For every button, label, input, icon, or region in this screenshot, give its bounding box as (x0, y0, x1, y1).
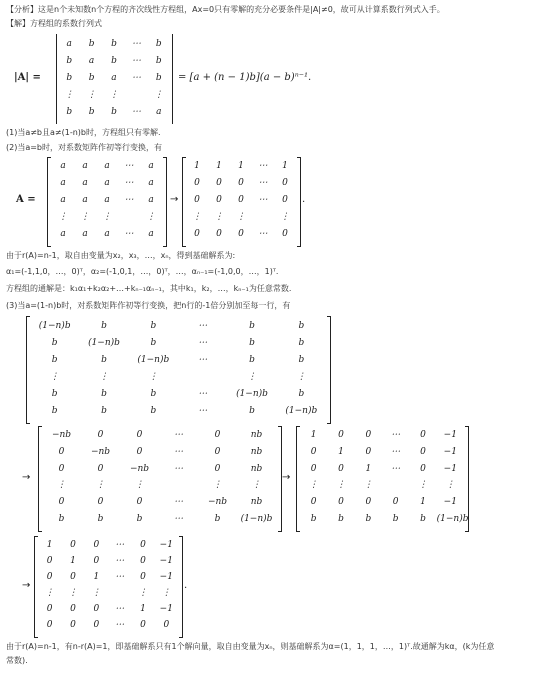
matrix-cell: b (101, 405, 107, 416)
matrix-cell: ⋮ (146, 212, 156, 223)
m2-left-bracket-close (163, 157, 167, 247)
matrix-cell: 0 (97, 430, 104, 441)
matrix-cell: ⋯ (391, 447, 401, 457)
matrix-cell: 0 (93, 620, 100, 630)
matrix-cell: 0 (46, 620, 53, 630)
matrix-cell: 0 (70, 572, 76, 582)
matrix-cell: b (51, 405, 58, 416)
matrix-cell: ⋯ (115, 540, 125, 550)
matrix-cell: 0 (282, 229, 288, 240)
matrix-cell: ⋯ (258, 177, 268, 188)
matrix-cell: ⋯ (198, 320, 208, 331)
matrix-cell: ⋯ (174, 513, 183, 524)
matrix-cell: 0 (163, 620, 170, 630)
matrix-cell: 0 (338, 463, 344, 474)
matrix-cell: ⋮ (138, 588, 148, 598)
matrix-cell: a (66, 38, 72, 49)
matrix-cell: −nb (207, 497, 228, 507)
matrix-cell: −1 (443, 497, 457, 507)
m2-label: A = (16, 194, 36, 205)
matrix-cell: ⋮ (102, 212, 112, 223)
matrix-cell: −nb (129, 463, 150, 474)
matrix-cell: ⋮ (135, 480, 144, 491)
matrix-cell: a (82, 195, 88, 205)
matrix-cell: b (66, 55, 73, 66)
matrix-cell: b (101, 354, 107, 365)
matrix-cell: ⋯ (115, 556, 125, 566)
m2-right-bracket-close (297, 157, 301, 247)
matrix-cell: a (60, 177, 66, 188)
arrow-icon: → (22, 472, 31, 483)
matrix-cell: 0 (310, 463, 317, 474)
matrix-cell: ⋯ (198, 388, 208, 399)
matrix-cell: −nb (51, 430, 72, 441)
matrix-cell: b (66, 107, 73, 118)
matrix-cell: ⋯ (391, 463, 401, 474)
matrix-cell: 0 (214, 447, 221, 457)
matrix-cell: b (88, 107, 95, 118)
matrix-cell: nb (250, 463, 263, 474)
m2-left-bracket (47, 157, 51, 247)
matrix-cell: 1 (140, 604, 146, 614)
matrix-cell: 0 (97, 463, 104, 474)
matrix-cell: 0 (93, 540, 100, 550)
matrix-cell: b (249, 354, 255, 365)
matrix-cell: 0 (338, 497, 344, 507)
matrix-cell: ⋮ (213, 480, 222, 491)
matrix-cell: ⋮ (192, 212, 202, 223)
matrix-cell: a (60, 195, 66, 205)
matrix-cell: ⋯ (124, 195, 134, 205)
matrix-cell: b (101, 388, 107, 399)
matrix-cell: ⋮ (45, 588, 55, 598)
matrix-cell: b (111, 38, 117, 49)
m2-left-matrix (52, 158, 162, 244)
matrix-cell: ⋯ (124, 177, 134, 188)
matrix-cell: b (155, 73, 162, 83)
matrix-cell: b (365, 513, 372, 524)
matrix-cell: 0 (97, 497, 104, 507)
matrix-cell: 0 (70, 620, 76, 630)
matrix-cell: 0 (420, 463, 426, 474)
matrix-cell: −1 (159, 572, 173, 582)
matrix-cell: 1 (194, 160, 200, 171)
matrix-cell: ⋮ (336, 480, 346, 491)
matrix-cell: ⋯ (258, 195, 268, 205)
general1-text: 方程组的通解是：k₁α₁+k₂α₂+…+kₙ₋₁αₙ₋₁，其中k₁，k₂，…，kₙ₋₁为任意常数. (6, 284, 292, 293)
matrix-cell: b (155, 38, 162, 49)
matrix-cell: ⋮ (363, 480, 373, 491)
matrix-cell: 0 (140, 540, 146, 550)
m3-matrix (30, 318, 326, 420)
m4-matrix (42, 428, 276, 528)
matrix-cell: 0 (310, 447, 317, 457)
matrix-cell: ⋮ (280, 212, 290, 223)
matrix-cell: a (148, 160, 154, 171)
matrix-cell: nb (250, 430, 263, 441)
matrix-cell: −1 (443, 463, 457, 474)
matrix-cell: 0 (392, 497, 399, 507)
matrix-cell: 0 (46, 556, 53, 566)
matrix-cell: −1 (159, 540, 173, 550)
matrix-cell: 0 (282, 177, 288, 188)
matrix-cell: b (150, 320, 157, 331)
matrix-cell: b (392, 513, 399, 524)
matrix-cell: a (60, 229, 66, 240)
matrix-cell: (1−n)b (38, 320, 71, 331)
m6-matrix (38, 538, 178, 634)
matrix-cell: ⋯ (258, 229, 268, 240)
matrix-cell: ⋮ (91, 588, 101, 598)
matrix-cell: b (88, 73, 95, 83)
matrix-cell: 1 (238, 160, 244, 171)
matrix-cell: b (155, 55, 162, 66)
matrix-cell: ⋮ (109, 90, 119, 101)
matrix-cell: b (298, 388, 305, 399)
matrix-cell: b (150, 405, 157, 416)
matrix-cell: 0 (365, 430, 372, 441)
basis1-text: α₁=(-1,1,0，…，0)ᵀ，α₂=(-1,0,1，…，0)ᵀ，…，αₙ₋₁=(-1,0,0，…，1)ᵀ. (6, 267, 279, 276)
rank1-text: 由于r(A)=n-1，取自由变量为x₂，x₃，…，xₙ，得到基础解系为: (6, 251, 236, 260)
matrix-cell: −nb (90, 447, 111, 457)
determinant-matrix (58, 36, 170, 122)
matrix-cell: 0 (238, 177, 244, 188)
matrix-cell: ⋯ (198, 337, 208, 348)
matrix-cell: ⋯ (174, 430, 183, 441)
m3-bracket-close (327, 316, 331, 424)
matrix-cell: ⋮ (50, 371, 60, 382)
matrix-cell: a (111, 73, 117, 83)
matrix-cell: a (148, 177, 154, 188)
matrix-cell: b (298, 354, 305, 365)
matrix-cell: a (60, 160, 66, 171)
matrix-cell: 0 (214, 463, 221, 474)
matrix-cell: ⋮ (161, 588, 171, 598)
matrix-cell: a (82, 177, 88, 188)
matrix-cell: b (150, 388, 157, 399)
det-label: |A| = (14, 72, 41, 83)
m5-matrix (300, 428, 469, 528)
matrix-cell: 0 (70, 540, 76, 550)
m2-tail: . (302, 194, 306, 205)
matrix-cell: b (88, 38, 95, 49)
matrix-cell: 0 (140, 620, 146, 630)
matrix-cell: ⋯ (115, 604, 125, 614)
matrix-cell: a (104, 160, 110, 171)
final-text-2: 常数). (6, 656, 28, 665)
matrix-cell: 1 (282, 160, 288, 171)
matrix-cell: 0 (140, 556, 146, 566)
matrix-cell: 0 (93, 604, 100, 614)
matrix-cell: a (104, 229, 110, 240)
matrix-cell: 0 (310, 497, 317, 507)
matrix-cell: b (310, 513, 317, 524)
matrix-cell: 0 (194, 195, 200, 205)
matrix-cell: 0 (216, 177, 222, 188)
matrix-cell: a (148, 229, 154, 240)
matrix-cell: b (51, 354, 58, 365)
matrix-cell: 1 (338, 447, 344, 457)
matrix-cell: a (148, 195, 154, 205)
matrix-cell: a (88, 55, 95, 66)
m5-bracket-close (465, 426, 469, 532)
matrix-cell: 1 (420, 497, 426, 507)
matrix-cell: ⋮ (252, 480, 261, 491)
matrix-cell: 0 (238, 195, 244, 205)
matrix-cell: ⋮ (99, 371, 109, 382)
matrix-cell: −1 (443, 447, 457, 457)
matrix-cell: ⋮ (68, 588, 78, 598)
arrow-icon: → (282, 472, 291, 483)
matrix-cell: b (249, 320, 255, 331)
matrix-cell: 1 (46, 540, 53, 550)
matrix-cell: 0 (58, 447, 65, 457)
matrix-cell: ⋮ (296, 371, 306, 382)
matrix-cell: −1 (443, 430, 457, 441)
matrix-cell: b (136, 513, 143, 524)
matrix-cell: 0 (46, 572, 53, 582)
matrix-cell: ⋯ (124, 229, 134, 240)
matrix-cell: b (66, 73, 73, 83)
matrix-cell: (1−n)b (137, 354, 170, 365)
matrix-cell: 0 (194, 177, 200, 188)
matrix-cell: b (101, 320, 107, 331)
matrix-cell: b (58, 513, 65, 524)
matrix-cell: ⋯ (124, 160, 134, 171)
matrix-cell: −1 (159, 556, 173, 566)
matrix-cell: 0 (420, 430, 426, 441)
m6-bracket-close (179, 536, 183, 638)
matrix-cell: 0 (136, 447, 143, 457)
matrix-cell: ⋮ (148, 371, 158, 382)
det-result: = [a + (n − 1)b](a − b)ⁿ⁻¹. (178, 72, 312, 83)
matrix-cell: ⋮ (214, 212, 224, 223)
matrix-cell: 0 (58, 463, 65, 474)
matrix-cell: b (111, 107, 117, 118)
matrix-cell: ⋮ (418, 480, 428, 491)
matrix-cell: ⋮ (445, 480, 455, 491)
matrix-cell: b (298, 337, 305, 348)
det-bar-right (172, 34, 173, 124)
det-bar-left (56, 34, 57, 124)
matrix-cell: 1 (310, 430, 317, 441)
matrix-cell: b (51, 337, 58, 348)
matrix-cell: ⋯ (131, 38, 141, 49)
matrix-cell: ⋯ (131, 55, 141, 66)
matrix-cell: ⋯ (198, 354, 208, 365)
matrix-cell: ⋯ (258, 160, 268, 171)
matrix-cell: ⋯ (131, 73, 141, 83)
matrix-cell: ⋮ (154, 90, 164, 101)
matrix-cell: b (150, 337, 157, 348)
matrix-cell: ⋯ (115, 572, 125, 582)
matrix-cell: (1−n)b (240, 513, 273, 524)
case2-text: (2)当a=b时，对系数矩阵作初等行变换，有 (6, 143, 163, 152)
final-text-1: 由于r(A)=n-1，有n-r(A)=1，即基础解系只有1个解向量，取自由变量为xₙ，则基础解系为α=(1，1，1，…，1)ᵀ.故通解为kα，(k为任意 (6, 642, 495, 651)
matrix-cell: 1 (365, 463, 372, 474)
analysis-text: 【分析】这是n个未知数n个方程的齐次线性方程组，Ax=0只有零解的充分必要条件是|A|≠0，故可从计算系数行列式入手。 (6, 5, 445, 14)
solution-heading: 【解】方程组的系数行列式 (6, 19, 102, 28)
matrix-cell: a (82, 229, 88, 240)
matrix-cell: 1 (216, 160, 222, 171)
matrix-cell: 0 (365, 497, 372, 507)
matrix-cell: 0 (338, 430, 344, 441)
matrix-cell: 0 (216, 195, 222, 205)
matrix-cell: 0 (216, 229, 222, 240)
matrix-cell: a (104, 177, 110, 188)
m2-right-matrix (186, 158, 296, 244)
matrix-cell: ⋯ (174, 463, 183, 474)
matrix-cell: −1 (159, 604, 173, 614)
matrix-cell: 0 (46, 604, 53, 614)
matrix-cell: b (249, 405, 255, 416)
matrix-cell: (1−n)b (236, 388, 268, 399)
matrix-cell: b (420, 513, 426, 524)
matrix-cell: 0 (282, 195, 288, 205)
matrix-cell: ⋮ (57, 480, 66, 491)
matrix-cell: b (298, 320, 305, 331)
matrix-cell: ⋮ (64, 90, 74, 101)
matrix-cell: ⋯ (131, 107, 141, 118)
matrix-cell: ⋯ (391, 430, 401, 441)
matrix-cell: (1−n)b (285, 405, 318, 416)
matrix-cell: 0 (140, 572, 146, 582)
arrow-icon: → (170, 194, 179, 205)
matrix-cell: 1 (93, 572, 100, 582)
matrix-cell: 0 (365, 447, 372, 457)
matrix-cell: (1−n)b (88, 337, 120, 348)
matrix-cell: 0 (420, 447, 426, 457)
matrix-cell: 0 (136, 430, 143, 441)
matrix-cell: 0 (194, 229, 200, 240)
matrix-cell: ⋮ (309, 480, 319, 491)
matrix-cell: a (82, 160, 88, 171)
matrix-cell: ⋯ (174, 497, 183, 507)
matrix-cell: b (51, 388, 58, 399)
matrix-cell: 0 (70, 604, 76, 614)
matrix-cell: (1−n)b (436, 513, 469, 524)
arrow-icon: → (22, 580, 31, 591)
matrix-cell: b (97, 513, 104, 524)
matrix-cell: b (214, 513, 221, 524)
matrix-cell: 0 (93, 556, 100, 566)
matrix-cell: a (156, 107, 162, 118)
matrix-cell: b (249, 337, 255, 348)
matrix-cell: 0 (214, 430, 221, 441)
matrix-cell: 0 (136, 497, 143, 507)
matrix-cell: ⋮ (58, 212, 68, 223)
matrix-cell: ⋯ (174, 447, 183, 457)
matrix-cell: ⋯ (198, 405, 208, 416)
case3-text: (3)当a=(1-n)b时，对系数矩阵作初等行变换，把n行的-1倍分别加至每一行，有 (6, 301, 291, 310)
matrix-cell: a (104, 195, 110, 205)
case1-text: (1)当a≠b且a≠(1-n)b时，方程组只有零解. (6, 128, 161, 137)
matrix-cell: b (338, 513, 344, 524)
matrix-cell: ⋮ (247, 371, 257, 382)
matrix-cell: ⋮ (236, 212, 246, 223)
m6-tail: . (184, 580, 188, 591)
matrix-cell: ⋯ (115, 620, 125, 630)
matrix-cell: b (111, 55, 117, 66)
matrix-cell: nb (250, 447, 263, 457)
matrix-cell: ⋮ (87, 90, 97, 101)
matrix-cell: ⋮ (80, 212, 90, 223)
matrix-cell: 0 (58, 497, 65, 507)
matrix-cell: ⋮ (96, 480, 105, 491)
matrix-cell: nb (250, 497, 263, 507)
matrix-cell: 1 (70, 556, 76, 566)
matrix-cell: 0 (238, 229, 244, 240)
